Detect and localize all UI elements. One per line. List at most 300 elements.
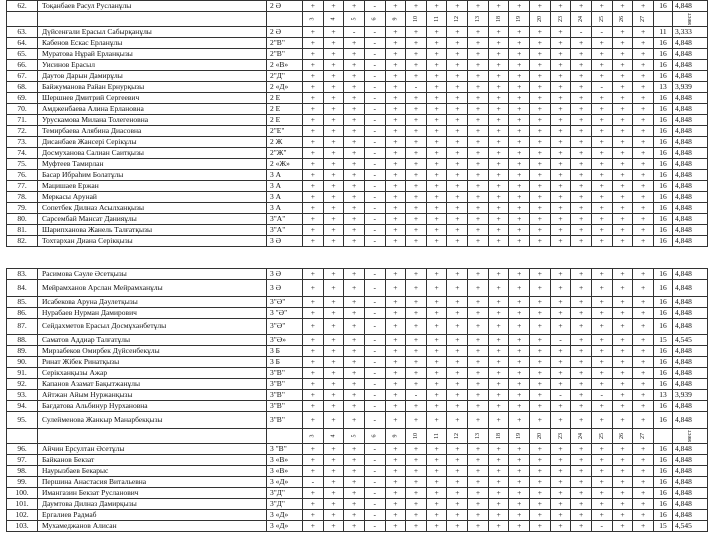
mark-cell: + [323,71,344,82]
mark-cell: + [426,307,447,318]
mark-cell: + [591,379,612,390]
mark-cell: + [426,49,447,60]
column-number [426,428,447,443]
student-name: Даутов Дарын Дамирұлы [38,71,267,82]
mark-cell: + [530,104,551,115]
mark-cell: + [633,82,654,93]
column-number-label: 18 [495,432,502,439]
mark-cell: + [633,27,654,38]
column-number-label: 18 [495,16,502,22]
mark-cell: - [364,296,385,307]
mark-cell: + [591,137,612,148]
class-name: 2 Е [267,104,303,115]
mark-cell: + [385,318,406,335]
student-name: Урускамова Милана Толегеновна [38,115,267,126]
mark-cell: + [468,454,489,465]
mark-cell: + [612,1,633,12]
row-number: 102. [7,509,38,520]
row-number: 103. [7,520,38,531]
mark-cell: + [571,346,592,357]
mark-cell: + [406,27,427,38]
table-row [7,357,708,368]
column-number [591,428,612,443]
mark-cell: + [323,357,344,368]
mark-cell: + [509,269,530,280]
mark-cell: + [303,412,324,429]
mark-cell: + [406,225,427,236]
total-score: 16 [654,93,673,104]
class-name: 3 «В» [267,465,303,476]
mark-cell: + [550,236,571,247]
mark-cell: + [612,60,633,71]
student-name: Айчин Ерсултан Әсетұлы [38,443,267,454]
table-row [7,269,708,280]
column-number [344,12,365,27]
mark-cell: - [364,318,385,335]
percent-score: 3,939 [673,390,708,401]
mark-cell: + [468,60,489,71]
mark-cell: + [550,357,571,368]
mark-cell: - [303,476,324,487]
mark-cell: + [633,280,654,297]
column-number-row [7,12,708,27]
column-number [303,428,324,443]
header-blank [38,12,267,27]
percent-score: 4,848 [673,170,708,181]
mark-cell: + [612,454,633,465]
mark-cell: + [612,379,633,390]
mark-cell: + [323,509,344,520]
mark-cell: + [303,269,324,280]
mark-cell: + [468,390,489,401]
total-score: 16 [654,170,673,181]
mark-cell: - [364,115,385,126]
mark-cell: + [447,49,468,60]
mark-cell: + [447,236,468,247]
mark-cell: - [364,38,385,49]
column-number [364,428,385,443]
mark-cell: + [426,335,447,346]
mark-cell: + [426,412,447,429]
mark-cell: + [550,104,571,115]
mark-cell: + [550,454,571,465]
header-blank [7,12,38,27]
mark-cell: + [571,203,592,214]
mark-cell: + [468,465,489,476]
mark-cell: + [303,454,324,465]
total-score: 16 [654,476,673,487]
percent-score: 4,848 [673,126,708,137]
class-name: 3 Ә [267,280,303,297]
mark-cell: + [406,498,427,509]
mark-cell: + [303,159,324,170]
mark-cell: + [468,318,489,335]
mark-cell: + [509,148,530,159]
mark-cell: + [426,27,447,38]
mark-cell: + [406,159,427,170]
column-number-label: 6 [371,17,378,21]
percent-score: 4,848 [673,93,708,104]
row-number: 63. [7,27,38,38]
row-number: 95. [7,412,38,429]
mark-cell: + [385,93,406,104]
mark-cell: + [447,192,468,203]
total-header [673,12,708,27]
mark-cell: + [426,192,447,203]
mark-cell: + [323,368,344,379]
mark-cell: + [550,346,571,357]
mark-cell: + [571,412,592,429]
mark-cell: + [426,368,447,379]
mark-cell: + [509,181,530,192]
mark-cell: + [530,170,551,181]
mark-cell: + [447,170,468,181]
table-row [7,93,708,104]
row-number: 94. [7,401,38,412]
mark-cell: + [303,335,324,346]
mark-cell: + [530,214,551,225]
mark-cell: + [571,38,592,49]
page-break [0,262,720,267]
mark-cell: + [591,71,612,82]
mark-cell: + [633,71,654,82]
student-name: Кабенов Ескас Ерланұлы [38,38,267,49]
mark-cell: - [591,390,612,401]
mark-cell: + [385,148,406,159]
mark-cell: + [344,379,365,390]
mark-cell: + [406,335,427,346]
mark-cell: + [591,159,612,170]
mark-cell: + [612,368,633,379]
column-number-label: 4 [330,17,337,21]
mark-cell: + [447,1,468,12]
row-number: 75. [7,159,38,170]
percent-score: 4,848 [673,509,708,520]
mark-cell: + [426,454,447,465]
student-name: Шершнев Дмитрий Сергеевич [38,93,267,104]
mark-cell: + [303,368,324,379]
mark-cell: + [426,148,447,159]
mark-cell: + [612,465,633,476]
header-blank [267,428,303,443]
mark-cell: + [488,509,509,520]
mark-cell: + [406,296,427,307]
mark-cell: + [571,60,592,71]
mark-cell: + [509,487,530,498]
mark-cell: + [406,368,427,379]
mark-cell: + [633,159,654,170]
mark-cell: + [550,192,571,203]
mark-cell: + [571,379,592,390]
table-row [7,82,708,93]
mark-cell: + [550,137,571,148]
mark-cell: + [571,137,592,148]
mark-cell: + [571,181,592,192]
mark-cell: + [509,82,530,93]
row-number: 79. [7,203,38,214]
mark-cell: + [468,379,489,390]
mark-cell: + [509,126,530,137]
column-number-label: 20 [536,432,543,439]
mark-cell: + [571,159,592,170]
percent-score: 4,848 [673,137,708,148]
class-name: 3"Ә" [267,296,303,307]
mark-cell: + [406,148,427,159]
mark-cell: + [303,465,324,476]
mark-cell: + [323,390,344,401]
class-name: 3"В" [267,401,303,412]
percent-score: 4,848 [673,236,708,247]
mark-cell: + [303,126,324,137]
mark-cell: + [530,225,551,236]
mark-cell: + [571,498,592,509]
table-row [7,38,708,49]
column-number [447,428,468,443]
mark-cell: + [530,509,551,520]
column-number [468,428,489,443]
mark-cell: + [550,214,571,225]
mark-cell: + [509,93,530,104]
mark-cell: + [303,379,324,390]
mark-cell: + [303,27,324,38]
mark-cell: + [406,137,427,148]
mark-cell: + [509,368,530,379]
mark-cell: + [591,1,612,12]
student-name: Бағдатова Альбинур Нурхановна [38,401,267,412]
mark-cell: + [344,49,365,60]
mark-cell: + [591,296,612,307]
column-number-label: 19 [516,16,523,22]
column-number [323,428,344,443]
mark-cell: + [488,126,509,137]
student-name: Досмуханова Салиан Саитқызы [38,148,267,159]
mark-cell: + [303,487,324,498]
header-blank [7,428,38,443]
mark-cell: + [571,520,592,531]
mark-cell: + [468,269,489,280]
mark-cell: + [303,71,324,82]
table-row [7,318,708,335]
mark-cell: + [426,82,447,93]
mark-cell: + [591,335,612,346]
table-row [7,1,708,12]
mark-cell: + [509,318,530,335]
column-number [509,428,530,443]
mark-cell: + [385,225,406,236]
class-name: 2"Д" [267,71,303,82]
total-score: 16 [654,181,673,192]
mark-cell: + [344,454,365,465]
mark-cell: + [530,269,551,280]
mark-cell: + [571,148,592,159]
mark-cell: + [488,148,509,159]
mark-cell: + [488,346,509,357]
column-number-label: 26 [619,432,626,439]
column-number-label: 9 [392,17,399,21]
mark-cell: + [468,296,489,307]
mark-cell: + [509,296,530,307]
mark-cell: - [364,498,385,509]
mark-cell: + [385,368,406,379]
mark-cell: + [591,280,612,297]
mark-cell: + [571,225,592,236]
total-score: 16 [654,214,673,225]
table-row [7,465,708,476]
total-score: 16 [654,104,673,115]
mark-cell: - [364,443,385,454]
mark-cell: + [344,487,365,498]
mark-cell: + [488,192,509,203]
mark-cell: + [323,60,344,71]
percent-score: 4,848 [673,379,708,390]
mark-cell: + [385,443,406,454]
mark-cell: + [385,296,406,307]
mark-cell: + [591,115,612,126]
mark-cell: + [612,498,633,509]
mark-cell: + [468,357,489,368]
mark-cell: + [612,115,633,126]
mark-cell: + [385,269,406,280]
mark-cell: + [571,454,592,465]
mark-cell: + [406,346,427,357]
mark-cell: - [364,82,385,93]
class-name: 3"Д" [267,498,303,509]
mark-cell: + [323,104,344,115]
mark-cell: + [385,137,406,148]
mark-cell: + [571,368,592,379]
column-number [530,12,551,27]
mark-cell: + [488,60,509,71]
mark-cell: + [633,192,654,203]
mark-cell: + [550,148,571,159]
mark-cell: + [426,296,447,307]
mark-cell: + [488,412,509,429]
mark-cell: + [447,520,468,531]
class-name: 3 А [267,203,303,214]
mark-cell: + [550,126,571,137]
mark-cell: + [509,454,530,465]
table-row [7,520,708,531]
mark-cell: + [426,476,447,487]
percent-score: 4,848 [673,307,708,318]
mark-cell: + [447,82,468,93]
mark-cell: + [530,498,551,509]
mark-cell: + [530,280,551,297]
mark-cell: + [468,170,489,181]
mark-cell: + [488,225,509,236]
mark-cell: - [364,159,385,170]
mark-cell: + [406,93,427,104]
mark-cell: + [447,401,468,412]
mark-cell: + [344,318,365,335]
percent-score: 4,848 [673,71,708,82]
mark-cell: + [323,318,344,335]
mark-cell: + [468,214,489,225]
class-name: 2"Ж" [267,148,303,159]
mark-cell: + [468,1,489,12]
mark-cell: + [571,390,592,401]
row-number: 99. [7,476,38,487]
mark-cell: + [406,203,427,214]
total-score: 16 [654,192,673,203]
mark-cell: + [447,159,468,170]
mark-cell: + [550,443,571,454]
mark-cell: + [447,296,468,307]
mark-cell: + [344,170,365,181]
mark-cell: + [550,269,571,280]
column-number [488,12,509,27]
mark-cell: + [571,170,592,181]
total-score: 15 [654,520,673,531]
mark-cell: + [550,71,571,82]
mark-cell: + [406,307,427,318]
column-number-label: 24 [578,16,585,22]
percent-score: 4,848 [673,38,708,49]
student-name: Серікханқызы Ажар [38,368,267,379]
row-number: 68. [7,82,38,93]
mark-cell: + [488,390,509,401]
mark-cell: + [344,38,365,49]
column-number-label: 19 [516,432,523,439]
mark-cell: + [591,509,612,520]
mark-cell: + [530,236,551,247]
mark-cell: + [550,520,571,531]
mark-cell: + [633,38,654,49]
mark-cell: + [633,390,654,401]
mark-cell: + [323,454,344,465]
column-number-label: 10 [413,432,420,439]
class-name: 2"В" [267,49,303,60]
mark-cell: + [488,181,509,192]
column-number [406,12,427,27]
mark-cell: + [468,476,489,487]
mark-cell: + [468,401,489,412]
percent-score: 4,848 [673,465,708,476]
mark-cell: + [509,104,530,115]
mark-cell: - [364,225,385,236]
row-number: 100. [7,487,38,498]
student-name: Першина Анастасия Витальевна [38,476,267,487]
mark-cell: - [591,520,612,531]
student-name: Дүйсенғали Ерасыл Сабырқанұлы [38,27,267,38]
mark-cell: + [468,181,489,192]
mark-cell: + [385,49,406,60]
column-number [426,12,447,27]
column-number-label: 3 [309,17,316,21]
mark-cell: + [488,71,509,82]
column-number [447,12,468,27]
mark-cell: + [426,104,447,115]
column-number [406,428,427,443]
mark-cell: + [591,181,612,192]
mark-cell: + [633,296,654,307]
mark-cell: + [303,498,324,509]
mark-cell: + [303,60,324,71]
class-name: 3 «Д» [267,509,303,520]
mark-cell: + [530,368,551,379]
mark-cell: + [426,170,447,181]
table-row [7,49,708,60]
row-number: 67. [7,71,38,82]
mark-cell: + [612,170,633,181]
row-number: 96. [7,443,38,454]
mark-cell: + [488,27,509,38]
mark-cell: + [323,192,344,203]
mark-cell: + [530,93,551,104]
mark-cell: + [633,148,654,159]
mark-cell: - [364,126,385,137]
mark-cell: + [344,390,365,401]
